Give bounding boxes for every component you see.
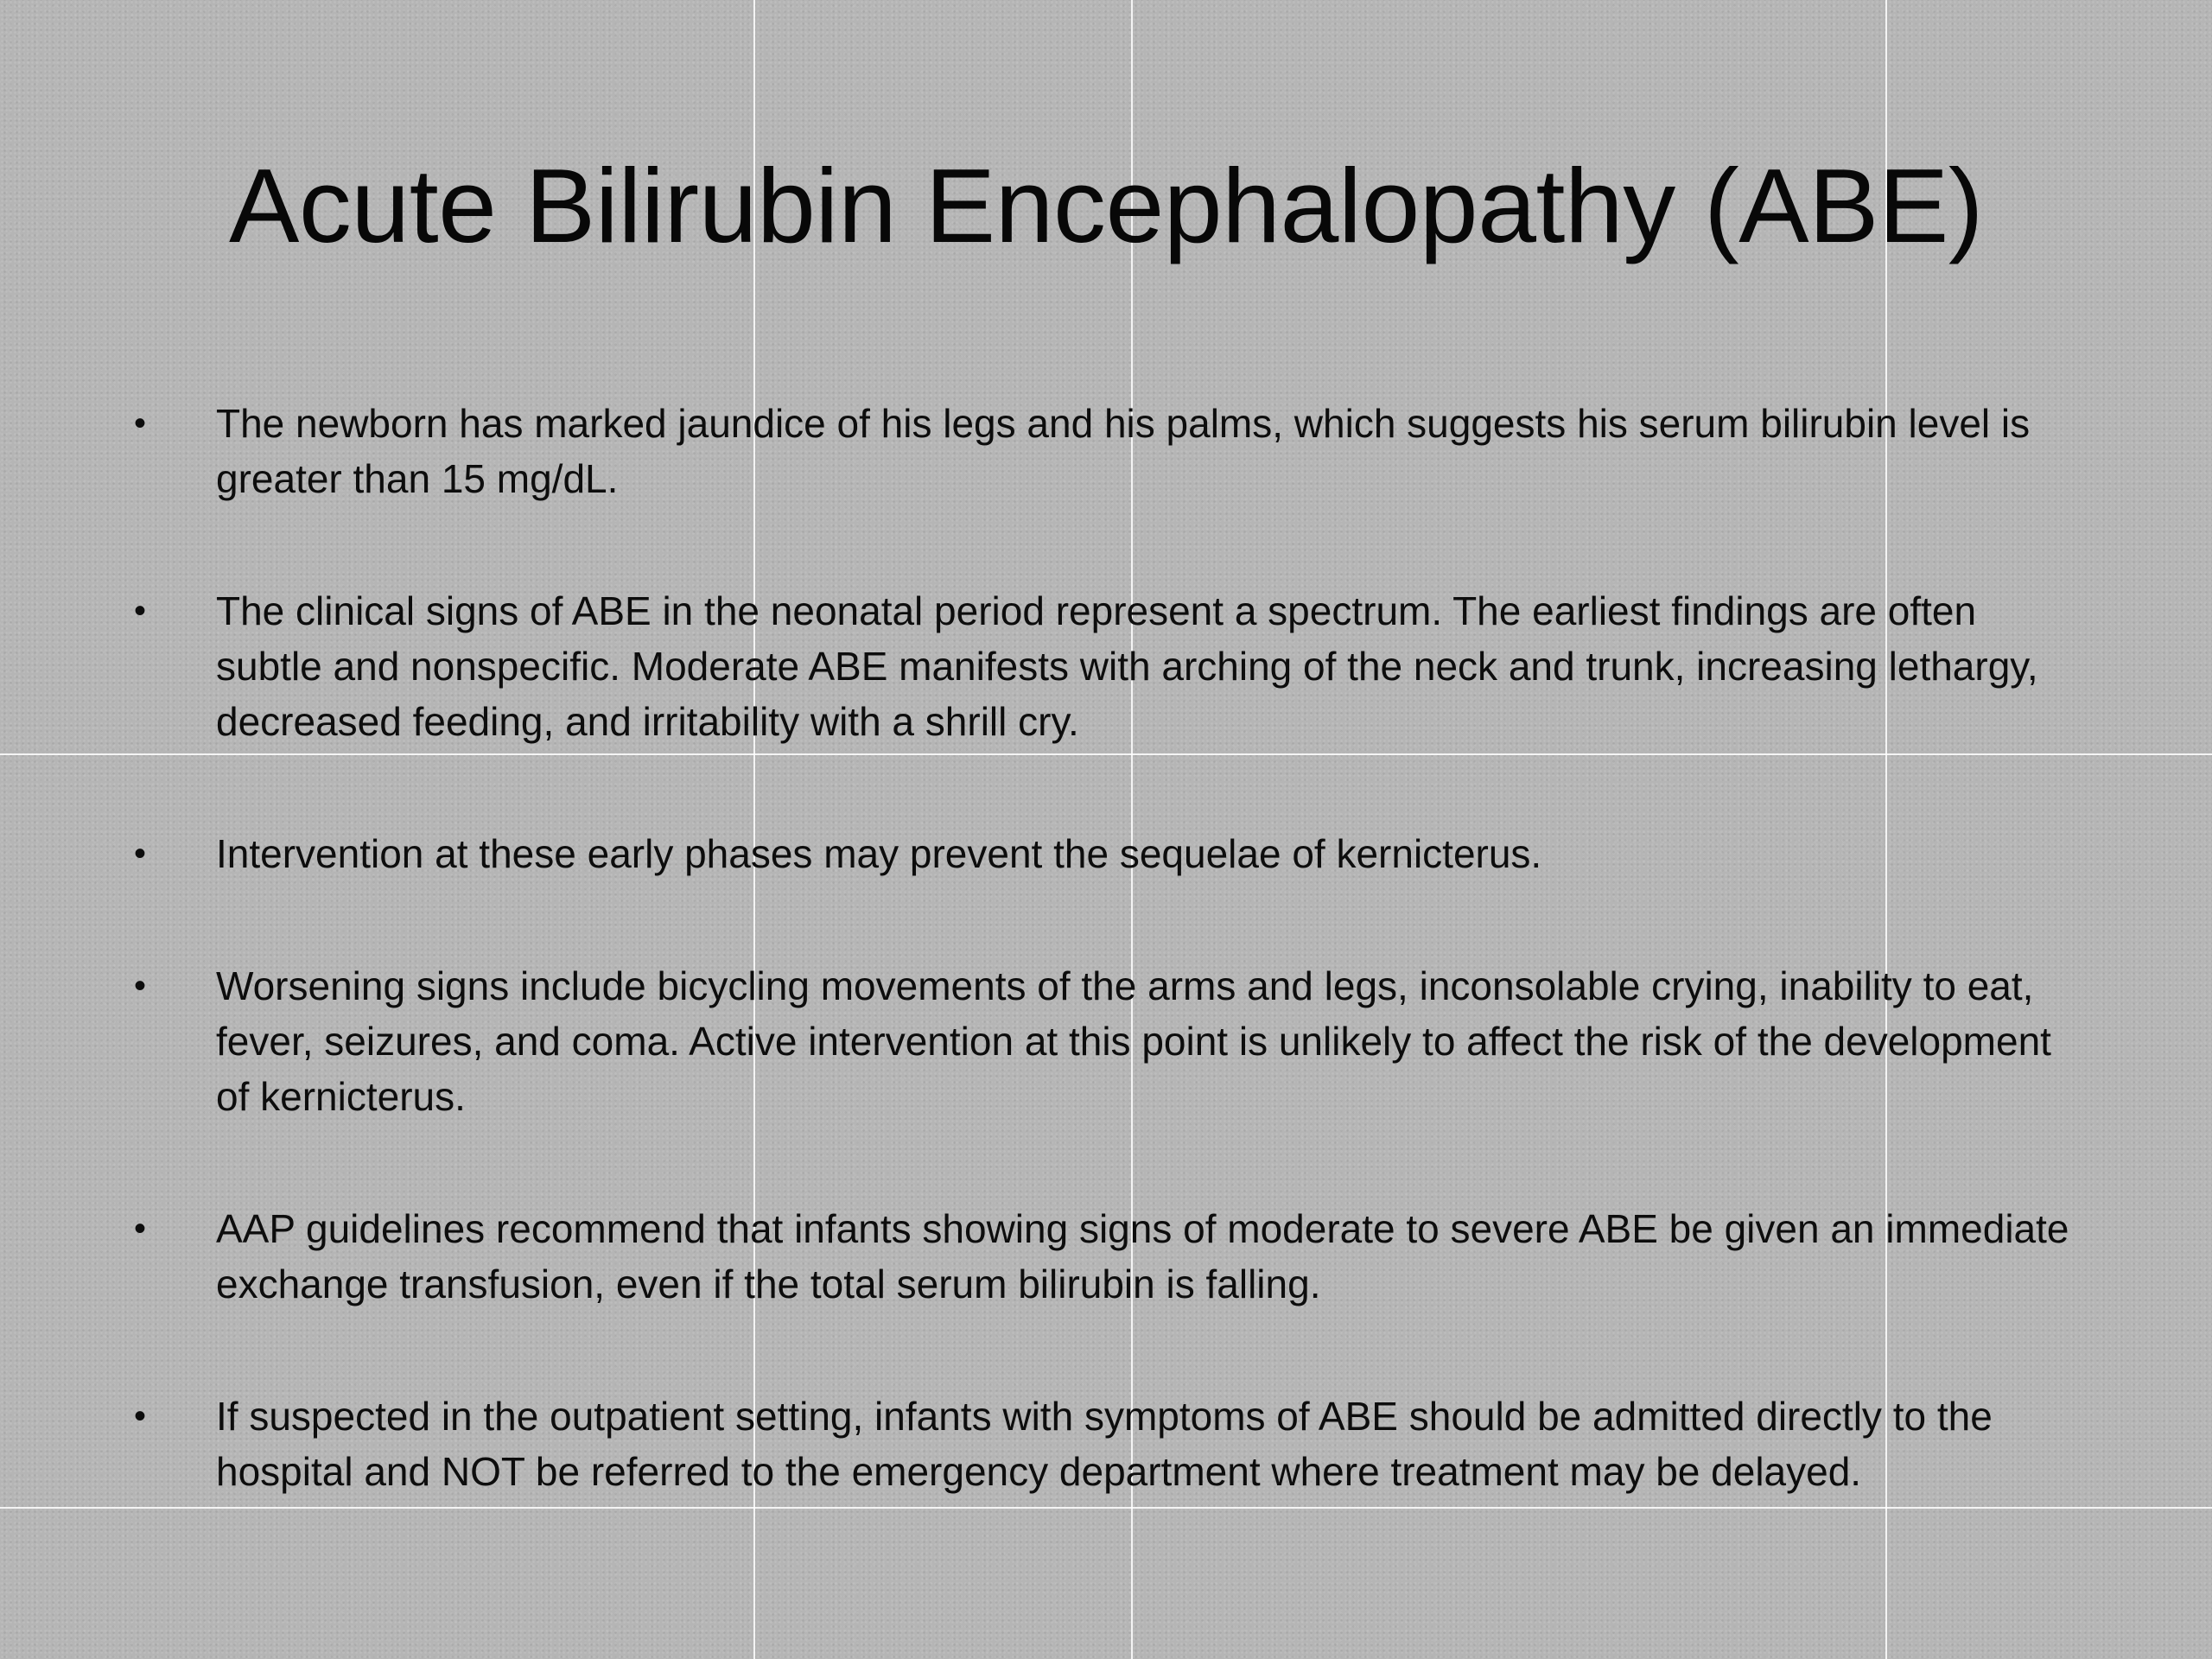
bullet-item bbox=[130, 583, 2091, 749]
bullet-item bbox=[130, 1389, 2091, 1499]
bullet-text: If suspected in the outpatient setting, infants with symptoms of ABE should be admitted directly to the hospital and NOT be referred to the emergency department where treatment may be delayed. bbox=[216, 1394, 1993, 1494]
bullet-icon: • bbox=[134, 1397, 147, 1435]
slide-title: Acute Bilirubin Encephalopathy (ABE) bbox=[228, 147, 1984, 264]
bullet-text: AAP guidelines recommend that infants showing signs of moderate to severe ABE be given an immediate exchange transfusion, even if the total serum bilirubin is falling. bbox=[216, 1206, 2069, 1306]
bullet-list bbox=[130, 396, 2091, 1499]
bullet-icon: • bbox=[134, 967, 147, 1005]
bullet-item bbox=[130, 958, 2091, 1124]
bullet-icon: • bbox=[134, 404, 147, 442]
bullet-text: Worsening signs include bicycling movements of the arms and legs, inconsolable crying, inability to eat, fever, seizures, and coma. Active intervention at this point is unlikely to affect the risk of the development of kernicterus. bbox=[216, 963, 2051, 1119]
bullet-text: The newborn has marked jaundice of his legs and his palms, which suggests his serum bilirubin level is greater than 15 mg/dL. bbox=[216, 401, 2031, 501]
bullet-text: The clinical signs of ABE in the neonatal period represent a spectrum. The earliest findings are often subtle and nonspecific. Moderate ABE manifests with arching of the neck and trunk, increasing lethargy, decreased feeding, and irritability with a shrill cry. bbox=[216, 588, 2038, 744]
bullet-icon: • bbox=[134, 1210, 147, 1248]
bullet-item bbox=[130, 396, 2091, 506]
grid-line-horizontal bbox=[0, 1507, 2212, 1509]
bullet-item bbox=[130, 826, 2091, 881]
bullet-text: Intervention at these early phases may prevent the sequelae of kernicterus. bbox=[216, 831, 1542, 876]
bullet-item bbox=[130, 1201, 2091, 1312]
bullet-icon: • bbox=[134, 592, 147, 630]
bullet-icon: • bbox=[134, 835, 147, 873]
